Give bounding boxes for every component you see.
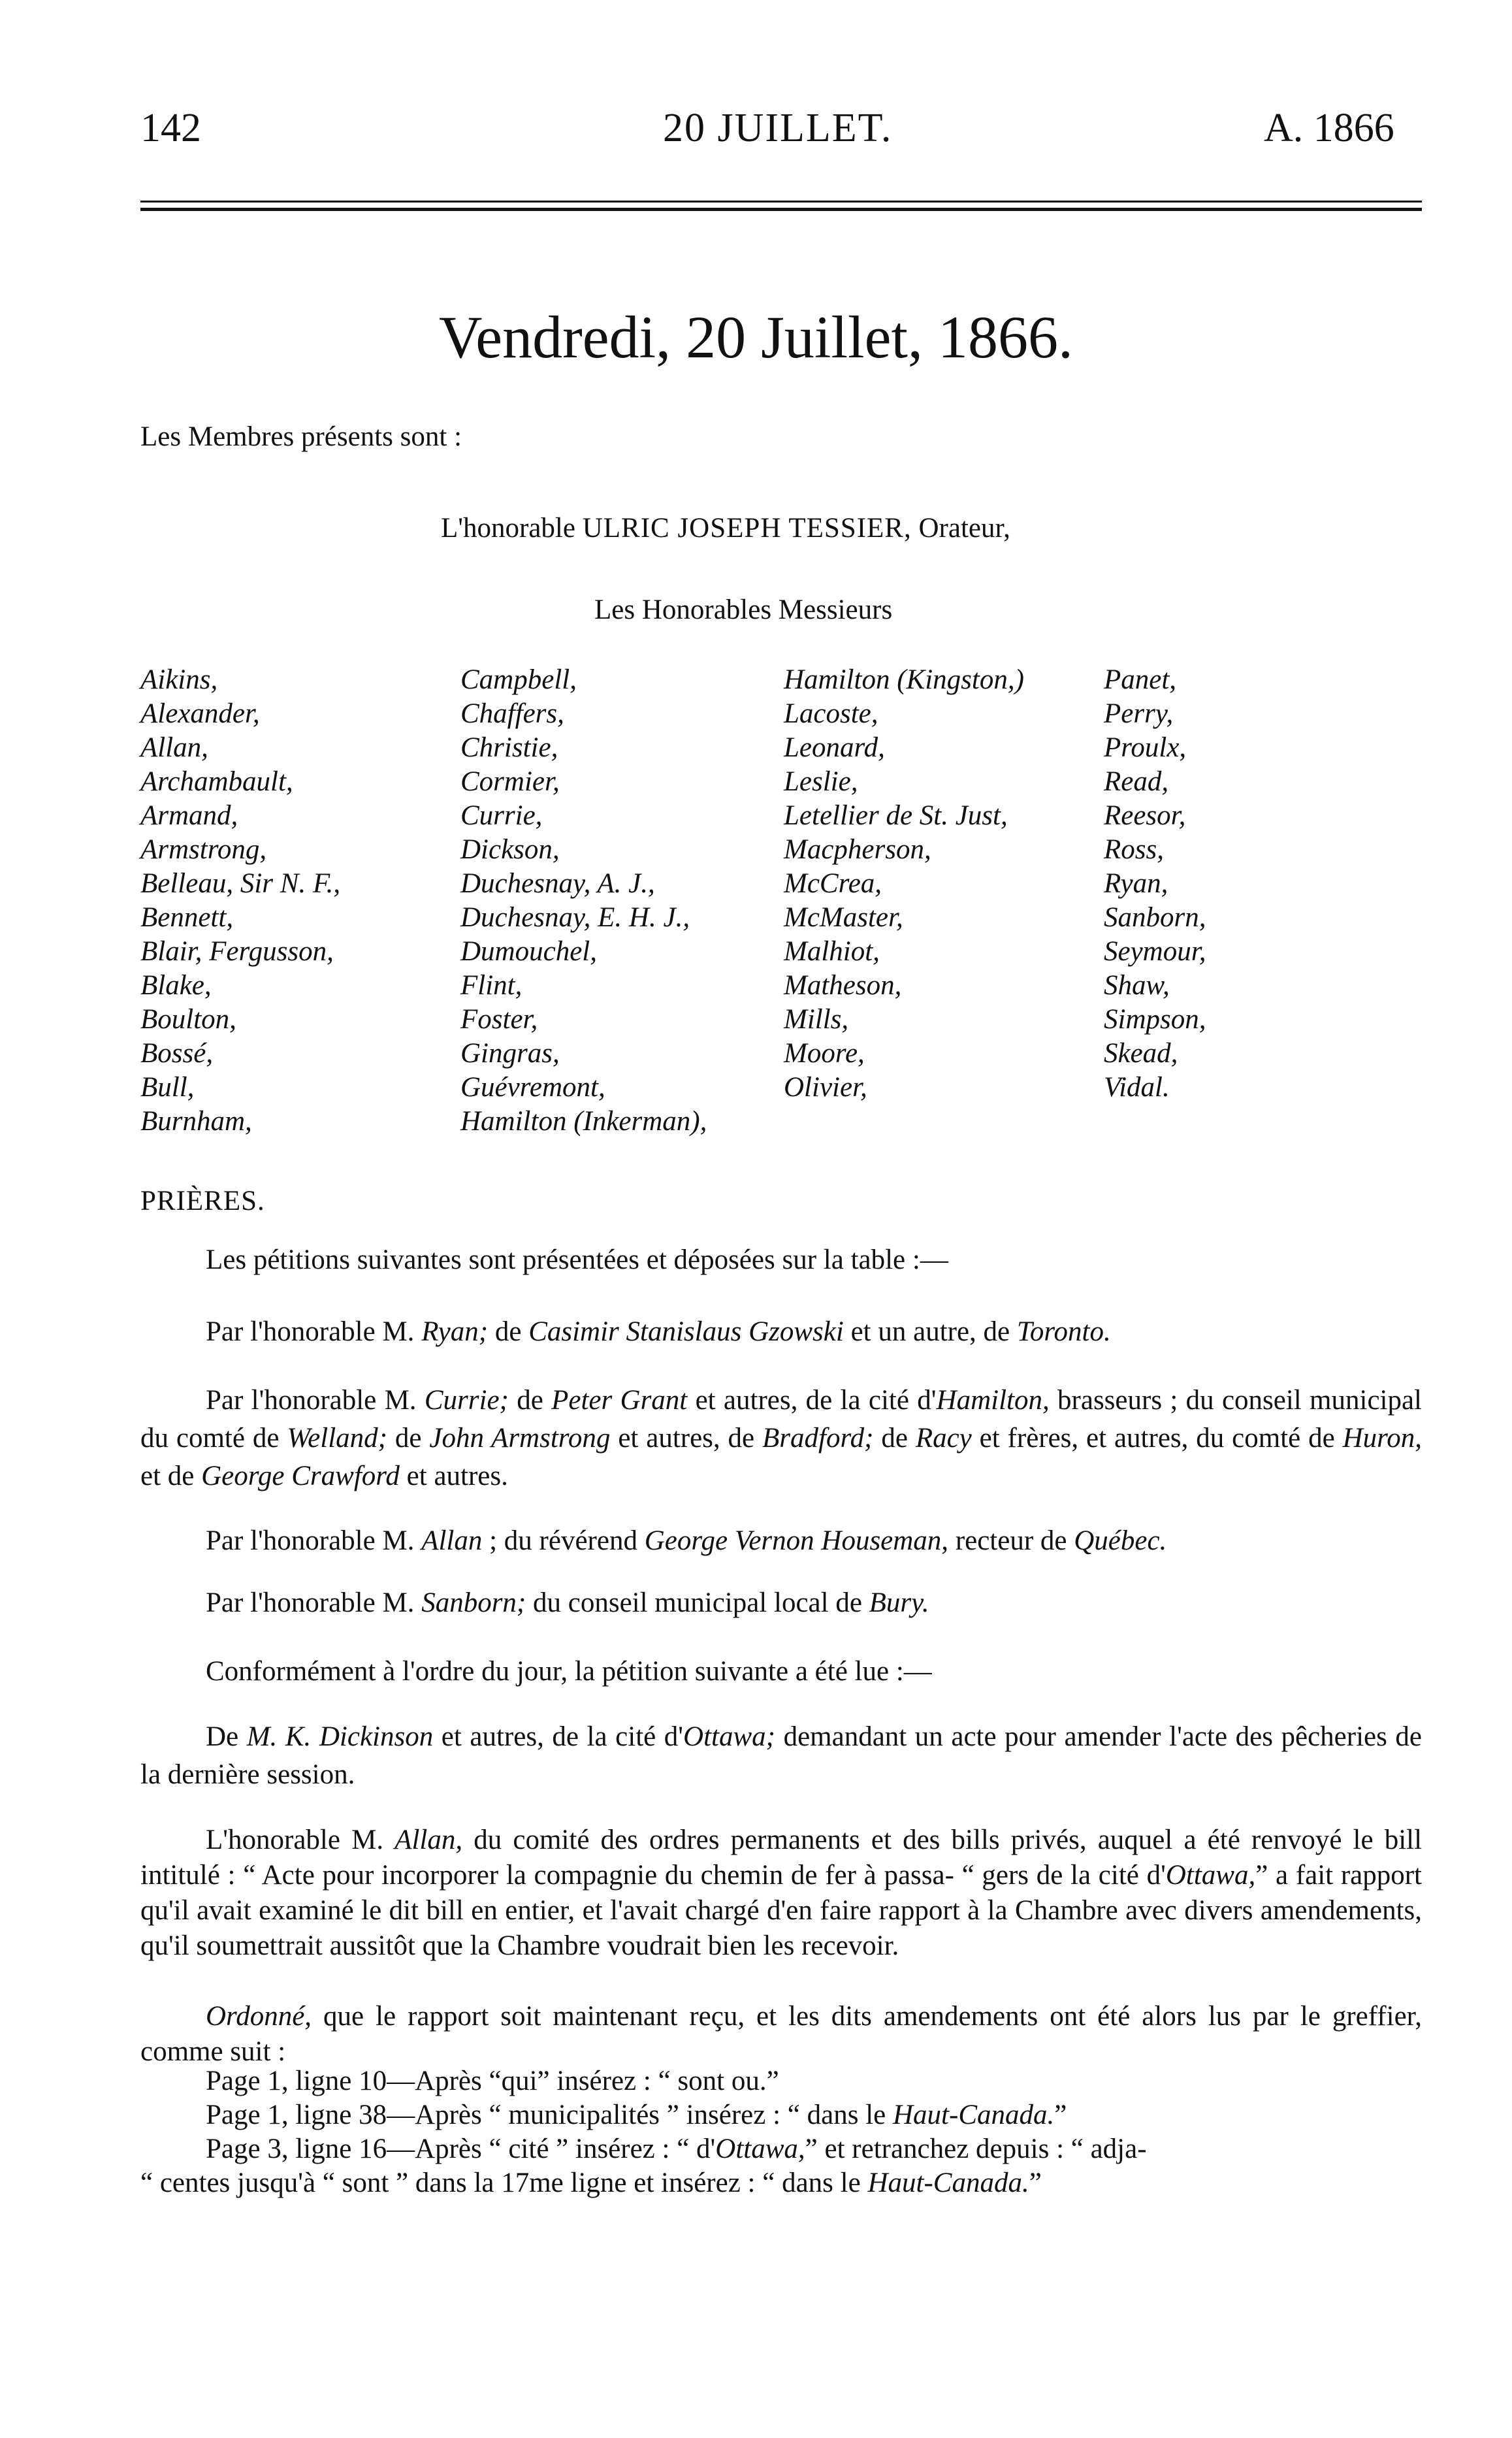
petition-sanborn: Par l'honorable M. Sanborn; du conseil municipal local de Bury.: [206, 1587, 929, 1618]
member-name: Ryan,: [1104, 868, 1168, 899]
member-name: Duchesnay, A. J.,: [460, 868, 655, 899]
member-name: Panet,: [1104, 664, 1177, 695]
member-name: Archambault,: [140, 766, 293, 797]
member-name: Boulton,: [140, 1004, 236, 1035]
member-name: Allan,: [140, 732, 208, 763]
petition-dickinson: De M. K. Dickinson et autres, de la cité d'Ottawa; demandant un acte pour amender l'acte des pêcheries de la dernière session.: [140, 1721, 1423, 1790]
member-name: Campbell,: [460, 664, 577, 695]
member-name: Shaw,: [1104, 970, 1170, 1001]
member-name: Belleau, Sir N. F.,: [140, 868, 341, 899]
member-name: Letellier de St. Just,: [784, 800, 1008, 831]
members-column-4: [1104, 663, 1206, 1105]
member-name: Armstrong,: [140, 834, 267, 865]
member-name: Christie,: [460, 732, 558, 763]
member-name: Guévremont,: [460, 1072, 605, 1103]
member-name: Sanborn,: [1104, 902, 1206, 933]
member-name: McCrea,: [784, 868, 882, 899]
amendment-1: Page 1, ligne 10—Après “qui” insérez : “ sont ou.”: [206, 2066, 779, 2096]
member-name: Mills,: [784, 1004, 849, 1035]
honorables-heading: Les Honorables Messieurs: [594, 594, 893, 625]
header-rule-thin: [140, 201, 1422, 203]
member-name: Gingras,: [460, 1038, 560, 1069]
member-name: Hamilton (Kingston,): [784, 664, 1024, 695]
member-name: Burnham,: [140, 1106, 252, 1137]
members-column-2: [460, 663, 707, 1139]
amendment-2: Page 1, ligne 38—Après “ municipalités ” insérez : “ dans le Haut-Canada.”: [206, 2100, 1067, 2130]
header-rule-thick: [140, 208, 1422, 211]
order-of-day-line: Conformément à l'ordre du jour, la pétition suivante a été lue :—: [206, 1656, 932, 1687]
member-name: Leslie,: [784, 766, 858, 797]
member-name: Read,: [1104, 766, 1169, 797]
petition-ryan: Par l'honorable M. Ryan; de Casimir Stanislaus Gzowski et un autre, de Toronto.: [206, 1316, 1111, 1347]
member-name: Bull,: [140, 1072, 195, 1103]
member-name: Vidal.: [1104, 1072, 1170, 1103]
member-name: Foster,: [460, 1004, 538, 1035]
petition-allan: Par l'honorable M. Allan ; du révérend George Vernon Houseman, recteur de Québec.: [206, 1525, 1167, 1556]
member-name: Proulx,: [1104, 732, 1187, 763]
petitions-intro: Les pétitions suivantes sont présentées et déposées sur la table :—: [206, 1244, 948, 1275]
member-name: Matheson,: [784, 970, 902, 1001]
member-name: Dumouchel,: [460, 936, 597, 967]
member-name: Armand,: [140, 800, 238, 831]
member-name: Chaffers,: [460, 698, 564, 729]
page-title: Vendredi, 20 Juillet, 1866.: [439, 304, 1073, 370]
member-name: Seymour,: [1104, 936, 1206, 967]
speaker-role: Orateur,: [918, 513, 1010, 544]
member-name: Flint,: [460, 970, 523, 1001]
member-name: Hamilton (Inkerman),: [460, 1106, 707, 1137]
year-mark: A. 1866: [1264, 106, 1394, 150]
member-name: Bossé,: [140, 1038, 214, 1069]
member-name: Perry,: [1104, 698, 1174, 729]
members-column-1: [140, 663, 340, 1139]
page-number: 142: [140, 106, 201, 150]
member-name: Blake,: [140, 970, 212, 1001]
members-column-3: [784, 663, 1024, 1105]
member-name: Blair, Fergusson,: [140, 936, 334, 967]
speaker-name: ULRIC JOSEPH TESSIER,: [582, 513, 912, 544]
speaker-line: [441, 510, 1010, 547]
member-name: Simpson,: [1104, 1004, 1206, 1035]
member-name: Lacoste,: [784, 698, 878, 729]
petition-currie: Par l'honorable M. Currie; de Peter Grant et autres, de la cité d'Hamilton, brasseurs ; du conseil municipal du comté de Welland; de John Armstrong et autres, de Bradford; de Racy et frères, et autres, du comté de Huron, et de George Crawford et autres.: [140, 1385, 1423, 1491]
running-title: 20 JUILLET.: [663, 106, 893, 150]
member-name: Leonard,: [784, 732, 885, 763]
member-name: Duchesnay, E. H. J.,: [460, 902, 690, 933]
amendment-3-continued: “ centes jusqu'à “ sont ” dans la 17me ligne et insérez : “ dans le Haut-Canada.”: [140, 2168, 1042, 2198]
member-name: Aikins,: [140, 664, 218, 695]
member-name: Olivier,: [784, 1072, 867, 1103]
prieres-heading: PRIÈRES.: [140, 1186, 265, 1216]
member-name: Skead,: [1104, 1038, 1178, 1069]
member-name: Dickson,: [460, 834, 560, 865]
member-name: McMaster,: [784, 902, 903, 933]
member-name: Malhiot,: [784, 936, 880, 967]
member-name: Currie,: [460, 800, 543, 831]
members-intro: Les Membres présents sont :: [140, 421, 462, 452]
member-name: Moore,: [784, 1038, 865, 1069]
member-name: Alexander,: [140, 698, 260, 729]
member-name: Macpherson,: [784, 834, 931, 865]
ordonne-paragraph: Ordonné, que le rapport soit maintenant reçu, et les dits amendements ont été alors lus par le greffier, comme suit :: [140, 2001, 1423, 2067]
speaker-prefix: L'honorable: [441, 513, 575, 544]
committee-report: L'honorable M. Allan, du comité des ordres permanents et des bills privés, auquel a été renvoyé le bill intitulé : “ Acte pour incorporer la compagnie du chemin de fer à passa- “ gers de la cité d'Ottawa,” a fait rapport qu'il avait examiné le dit bill en entier, et l'avait chargé d'en faire rapport à la Chambre avec divers amendements, qu'il soumettrait aussitôt que la Chambre voudrait bien les recevoir.: [140, 1825, 1423, 1961]
member-name: Cormier,: [460, 766, 560, 797]
member-name: Reesor,: [1104, 800, 1186, 831]
amendment-3: Page 3, ligne 16—Après “ cité ” insérez : “ d'Ottawa,” et retranchez depuis : “ adja-: [206, 2134, 1147, 2164]
member-name: Bennett,: [140, 902, 234, 933]
member-name: Ross,: [1104, 834, 1164, 865]
